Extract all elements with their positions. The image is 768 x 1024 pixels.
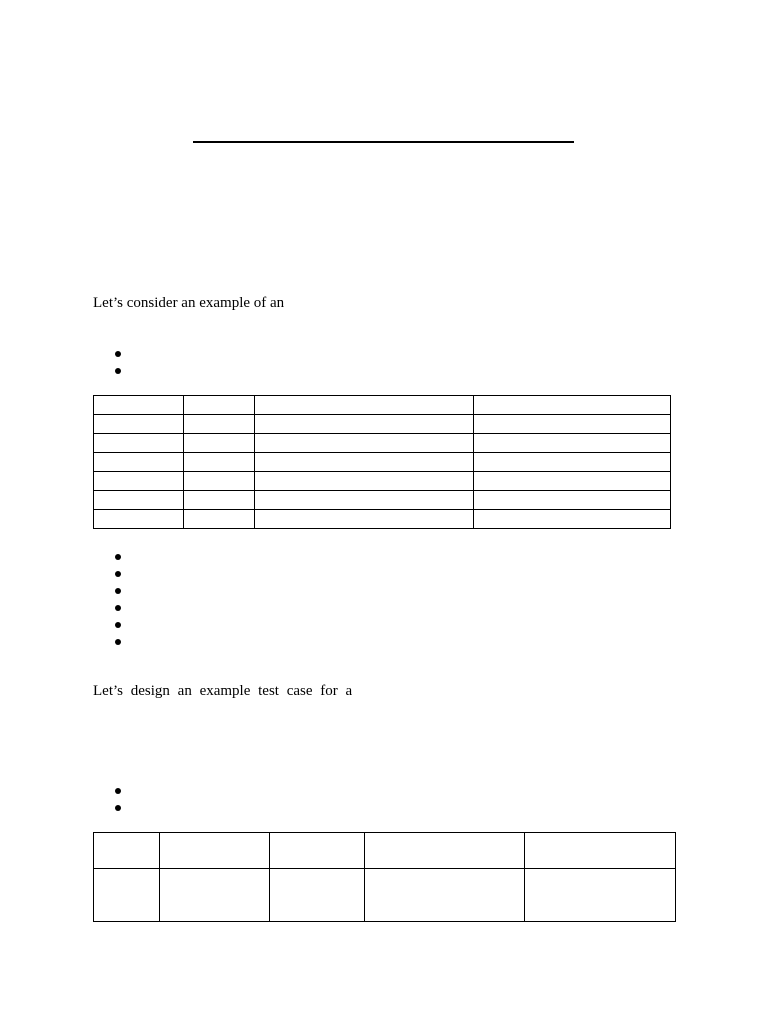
bullet-icon bbox=[115, 351, 121, 357]
table-cell bbox=[474, 434, 671, 453]
table-cell bbox=[255, 491, 474, 510]
table-row bbox=[94, 396, 671, 415]
table-cell bbox=[94, 869, 160, 922]
bullet-icon bbox=[115, 805, 121, 811]
table-cell bbox=[184, 491, 255, 510]
table-cell bbox=[255, 472, 474, 491]
table-row bbox=[94, 415, 671, 434]
table-cell bbox=[184, 396, 255, 415]
table-row bbox=[94, 453, 671, 472]
table-row bbox=[94, 491, 671, 510]
table-cell bbox=[94, 453, 184, 472]
table-cell bbox=[184, 472, 255, 491]
paragraph-test-case-intro: Let’s design an example test case for a bbox=[93, 683, 353, 699]
table-cell bbox=[94, 510, 184, 529]
bullet-icon bbox=[115, 368, 121, 374]
table-cell bbox=[94, 396, 184, 415]
table-cell bbox=[270, 833, 365, 869]
table-cell bbox=[525, 869, 676, 922]
table-cell bbox=[94, 415, 184, 434]
table-cell bbox=[94, 833, 160, 869]
table-cell bbox=[160, 869, 270, 922]
bullet-icon bbox=[115, 622, 121, 628]
table-cell bbox=[255, 415, 474, 434]
bullet-icon bbox=[115, 788, 121, 794]
table-cell bbox=[270, 869, 365, 922]
example-table bbox=[93, 395, 671, 529]
table-cell bbox=[255, 453, 474, 472]
table-cell bbox=[474, 472, 671, 491]
table-cell bbox=[474, 510, 671, 529]
bullet-icon bbox=[115, 588, 121, 594]
table-cell bbox=[525, 833, 676, 869]
table-cell bbox=[474, 396, 671, 415]
table-cell bbox=[365, 833, 525, 869]
table-cell bbox=[474, 453, 671, 472]
table-cell bbox=[255, 396, 474, 415]
bullet-icon bbox=[115, 571, 121, 577]
table-cell bbox=[184, 510, 255, 529]
table-cell bbox=[184, 415, 255, 434]
table-row bbox=[94, 510, 671, 529]
bullet-icon bbox=[115, 605, 121, 611]
paragraph-example-intro: Let’s consider an example of an bbox=[93, 295, 285, 311]
table-cell bbox=[94, 491, 184, 510]
table-cell bbox=[184, 453, 255, 472]
table-cell bbox=[365, 869, 525, 922]
table-cell bbox=[94, 472, 184, 491]
table-cell bbox=[255, 434, 474, 453]
table-header-row bbox=[94, 833, 676, 869]
title-underline bbox=[193, 141, 574, 143]
table-cell bbox=[474, 415, 671, 434]
table-row bbox=[94, 869, 676, 922]
bullet-icon bbox=[115, 639, 121, 645]
table-row bbox=[94, 472, 671, 491]
test-case-table bbox=[93, 832, 676, 922]
table-cell bbox=[160, 833, 270, 869]
table-cell bbox=[255, 510, 474, 529]
table-cell bbox=[184, 434, 255, 453]
bullet-icon bbox=[115, 554, 121, 560]
table-cell bbox=[474, 491, 671, 510]
table-row bbox=[94, 434, 671, 453]
table-cell bbox=[94, 434, 184, 453]
